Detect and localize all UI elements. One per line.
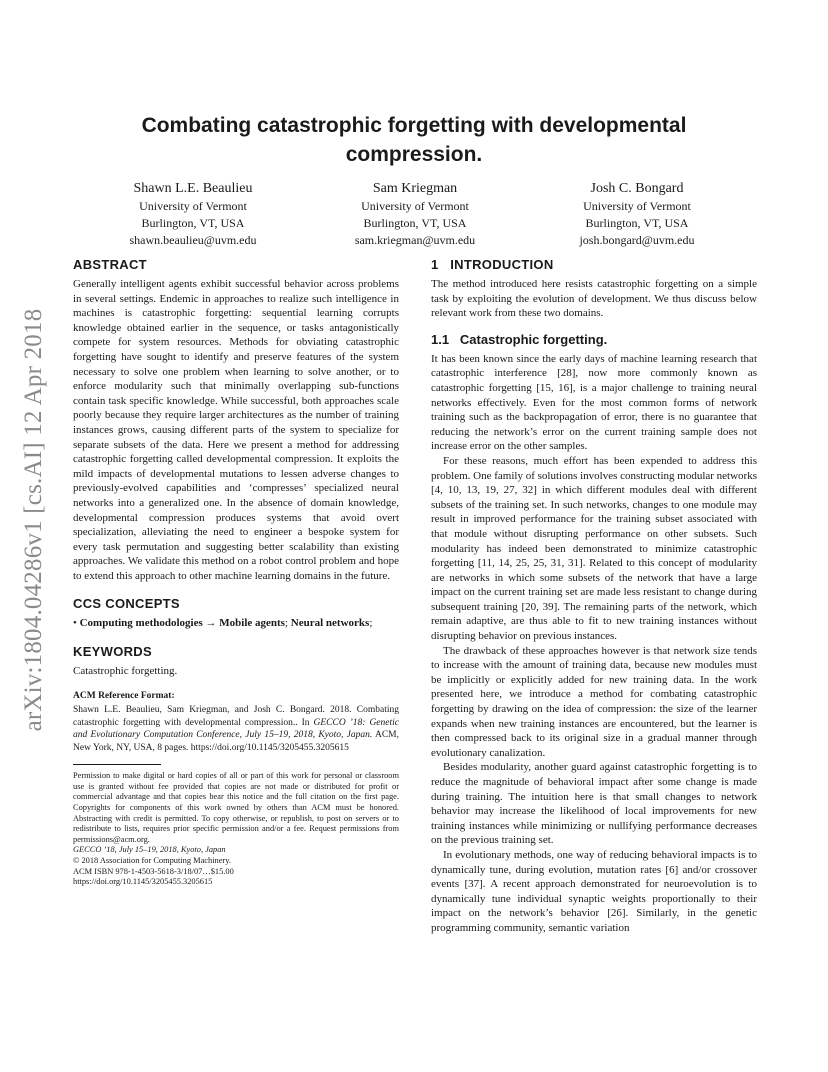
body-paragraph: For these reasons, much effort has been expended to address this problem. One family of solutions involves constructing modular networks [4, 10, 13, 19, 27, 32] in which different modules deal with different subsets of the training set. In such networks, changes to one module may result in improved performance for the training subset associated with that module without disrupting performance on other subsets. Such modularity has indeed been demonstrated to minimize catastrophic forgetting [11, 14, 25, 25, 31, 31]. Related to this concept of modularity are networks in which some subsets of the network that have a large impact on the current training set are made less resistant to change during subsequent training [20, 39]. The remaining parts of the network, which remain adaptive, are thus able to fit to new training instances without disrupting behavior on previous instances. bbox=[431, 454, 757, 643]
copyright-line: © 2018 Association for Computing Machinery. bbox=[73, 856, 231, 865]
author-location: Burlington, VT, USA bbox=[585, 216, 689, 230]
author-name: Josh C. Bongard bbox=[590, 181, 684, 196]
ccs-heading: CCS CONCEPTS bbox=[73, 596, 180, 612]
permission-text: Permission to make digital or hard copies of all or part of this work for personal or classroom use is granted without fee provided that copies are not made or distributed for profit or commercial advantage and that copies bear this notice and the full citation on the first page. Copyrights for components of this work owned by others than ACM must be honored. Abstracting with credit is permitted. To copy otherwise, or republish, to post on servers or to redistribute to lists, requires prior specific permission and/or a fee. Request permissions from permissions@acm.org. bbox=[73, 771, 399, 844]
acm-reference-text bbox=[73, 704, 399, 754]
acm-reference-venue: GECCO ’18: Genetic and Evolutionary Computation Conference, July 15–19, 2018, Kyoto, Japan. bbox=[73, 717, 399, 741]
body-paragraph: It has been known since the early days of machine learning research that catastrophic interference [28], now more commonly known as catastrophic forgetting [15, 16], is a major challenge to training neural networks effectively. Even for the most common forms of network training such as the backpropagation of error, there is no guarantee that reducing the network’s error on the current training sample does not increase error on the other samples. bbox=[431, 352, 757, 453]
author-name: Sam Kriegman bbox=[372, 181, 458, 196]
acm-reference-doi: ACM, New York, NY, USA, 8 pages. https://doi.org/10.1145/3205455.3205615 bbox=[73, 730, 399, 753]
keywords-heading: KEYWORDS bbox=[73, 644, 152, 660]
keywords-text: Catastrophic forgetting. bbox=[73, 665, 178, 678]
subsection-heading: 1.1 Catastrophic forgetting. bbox=[431, 331, 608, 347]
author-1 bbox=[78, 179, 308, 249]
left-column bbox=[73, 256, 399, 888]
author-affiliation: University of Vermont bbox=[139, 199, 247, 213]
arxiv-identifier-stamp: arXiv:1804.04286v1 [cs.AI] 12 Apr 2018 bbox=[20, 308, 47, 732]
author-affiliation: University of Vermont bbox=[583, 199, 691, 213]
author-email: josh.bongard@uvm.edu bbox=[579, 233, 695, 247]
acm-reference-authors: Shawn L.E. Beaulieu, Sam Kriegman, and Josh C. Bongard. 2018. Combating catastrophic forgetting with developmental compression.. In bbox=[73, 705, 399, 728]
right-column bbox=[431, 256, 757, 936]
author-2 bbox=[300, 179, 530, 249]
author-3 bbox=[522, 179, 752, 249]
conference-line bbox=[73, 845, 399, 856]
body-paragraph: Besides modularity, another guard against catastrophic forgetting is to reduce the magnitude of behavioral impact after some change is made during training. The intuition here is that small changes to network behavior may increase the likelihood of local improvements for new training instances while minimizing or nullifying performance decreases on the previous training set. bbox=[431, 761, 757, 847]
ccs-separator: ; bbox=[284, 617, 289, 630]
author-email: shawn.beaulieu@uvm.edu bbox=[129, 233, 257, 247]
ccs-concepts-text bbox=[73, 616, 399, 631]
author-location: Burlington, VT, USA bbox=[363, 216, 467, 230]
body-paragraph: In evolutionary methods, one way of reducing behavioral impacts is to dynamically tune, during evolution, mutation rates [6] and/or crossover events [37]. A recent approach demonstrated for neuroevolution is to dynamically tune individual synaptic weights proportionally to their impact on the network’s behavior [26]. Similarly, in the genetic programming community, semantic variation bbox=[431, 848, 757, 934]
author-location: Burlington, VT, USA bbox=[141, 216, 245, 230]
paper-title: Combating catastrophic forgetting with developmental compression. bbox=[141, 114, 687, 166]
introduction-heading: 1 INTRODUCTION bbox=[431, 257, 554, 272]
author-affiliation: University of Vermont bbox=[361, 199, 469, 213]
ccs-end: ; bbox=[369, 617, 373, 630]
ccs-concept: Computing methodologies bbox=[79, 617, 203, 630]
abstract-heading: ABSTRACT bbox=[73, 257, 147, 272]
author-email: sam.kriegman@uvm.edu bbox=[354, 233, 476, 247]
isbn-line: ACM ISBN 978-1-4503-5618-3/18/07…$15.00 bbox=[73, 866, 234, 876]
body-paragraph: The drawback of these approaches however is that network size tends to increase with the amount of training data, because new modules must be implicitly or explicitly added for new training data. In the work presented here, we introduce a method for combating catastrophic forgetting by drawing on the idea of compression: the size of the learner expands when new training instances are encountered, but the learner is then compressed back to its original size in a gradual manner through evolutionary canalization. bbox=[431, 644, 757, 759]
abstract-text: Generally intelligent agents exhibit successful behavior across problems in several settings. Endemic in approaches to realize such intelligence in machines is catastrophic forgetting: sequential learning corrupts knowledge obtained earlier in the sequence, or tasks antagonistically compete for system resources. Methods for obviating catastrophic forgetting have sought to identify and preserve features of the system necessary to solve one problem when learning to solve another, or to enforce modularity such that minimally overlapping sub-functions contain task specific knowledge. While successful, both approaches scale poorly because they require larger architectures as the number of training instances grows, causing different parts of the system to specialize for separate subsets of the data. Here we present a method for addressing catastrophic forgetting called developmental compression. It exploits the mild impacts of developmental mutations to lessen adverse changes to previously-evolved capabilities and ‘compresses’ specialized neural networks into a generalized one. In the absence of domain knowledge, developmental compression produces systems that avoid overt specialization, alleviating the need to engineer a bespoke system for every task permutation and suggesting better scalability than existing approaches. We validate this method on a robot control problem and hope to extend this approach to other machine learning domains in the future. bbox=[73, 278, 399, 582]
ccs-arrow: → bbox=[205, 617, 217, 630]
conference-info: GECCO ’18, July 15–19, 2018, Kyoto, Japan bbox=[73, 845, 226, 855]
introduction-text: The method introduced here resists catastrophic forgetting on a simple task by exploiting the evolution of development. We thus discuss below relevant work from these two domains. bbox=[431, 278, 757, 320]
author-name: Shawn L.E. Beaulieu bbox=[133, 181, 253, 196]
permission-block bbox=[73, 771, 399, 888]
doi-line: https://doi.org/10.1145/3205455.3205615 bbox=[73, 877, 213, 887]
acm-reference-heading: ACM Reference Format: bbox=[73, 690, 175, 701]
ccs-bullet: • bbox=[73, 617, 77, 630]
footnote-rule bbox=[73, 764, 161, 765]
ccs-concept: Neural networks bbox=[290, 617, 370, 630]
ccs-concept: Mobile agents bbox=[219, 617, 285, 630]
